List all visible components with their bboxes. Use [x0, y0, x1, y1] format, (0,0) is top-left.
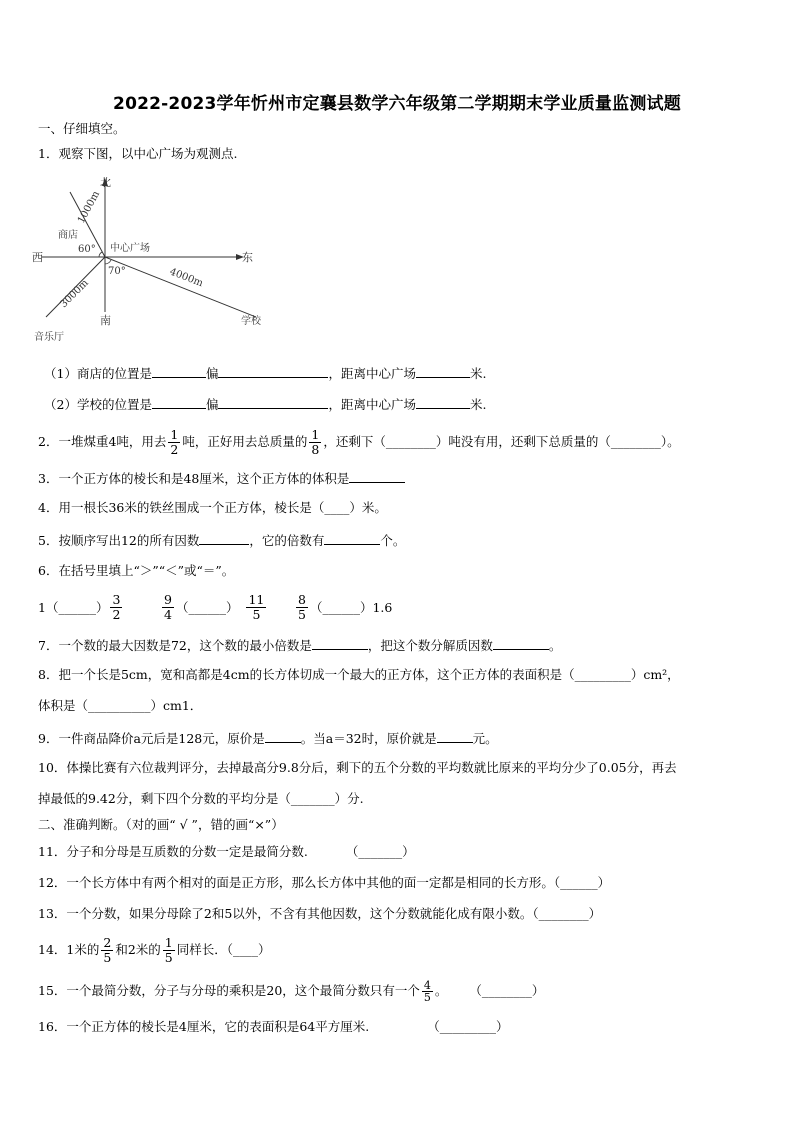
south-label: 南 — [100, 314, 111, 327]
fraction: $\frac{2}{5}$ — [103, 934, 112, 965]
answer-blank[interactable] — [493, 636, 549, 650]
question-7: 7．一个数的最大因数是72，这个数的最小倍数是 ，把这个数分解质因数 。 — [38, 638, 562, 653]
fraction: $\frac{11}{5}$ — [248, 591, 265, 622]
fraction: $\frac{1}{5}$ — [164, 934, 173, 965]
question-3: 3．一个正方体的棱长和是48厘米，这个正方体的体积是 — [38, 469, 405, 487]
question-1-part-2: （2）学校的位置是 偏 ，距离中心广场 米. — [44, 397, 487, 412]
north-label: 北 — [100, 176, 111, 189]
answer-blank[interactable] — [416, 395, 470, 409]
question-4: 4．用一根长36米的铁丝围成一个正方体，棱长是（____）米。 — [38, 500, 387, 515]
concert-distance-label: 3000m — [58, 277, 91, 311]
school-distance-label: 4000m — [167, 266, 205, 290]
answer-blank[interactable] — [218, 364, 328, 378]
question-14: 14．1米的 $\frac{2}{5}$ 和2米的 $\frac{1}{5}$ 同样长．（____） — [38, 934, 271, 965]
question-8-line-2: 体积是（__________）cm1． — [38, 698, 203, 713]
shop-angle-arc — [99, 252, 102, 257]
school-line — [105, 257, 256, 317]
question-6-comparisons — [38, 585, 458, 629]
fraction: $\frac{8}{5}$ — [298, 591, 306, 622]
question-8-line-1: 8．把一个长是5cm，宽和高都是4cm的长方体切成一个最大的正方体，这个正方体的表面积是（_________）cm²， — [38, 667, 680, 682]
question-15: 15．一个最简分数，分子与分母的乘积是20，这个最简分数只有一个 $\frac{4}{5}$ 。 （________） — [38, 978, 545, 1004]
school-angle-label: 70° — [108, 266, 126, 277]
center-label: 中心广场 — [110, 243, 150, 254]
section-heading-fill: 一、仔细填空。 — [38, 121, 126, 136]
question-2: 2．一堆煤重4吨，用去 $\frac{1}{2}$ 吨，正好用去总质量的 $\frac{1}{8}$ ，还剩下（________）吨没有用，还剩下总质量的（________）。 — [38, 426, 680, 457]
question-1-stem: 1．观察下图，以中心广场为观测点. — [38, 146, 238, 161]
answer-blank[interactable] — [199, 531, 249, 545]
concert-label: 音乐厅 — [34, 332, 64, 342]
answer-blank[interactable] — [312, 636, 368, 650]
fraction: $\frac{1}{2}$ — [170, 426, 179, 457]
shop-distance-label: 1000m — [75, 189, 103, 226]
question-16: 16．一个正方体的棱长是4厘米，它的表面积是64平方厘米. （_________） — [38, 1019, 509, 1034]
question-5: 5．按顺序写出12的所有因数 ，它的倍数有 个。 — [38, 533, 406, 548]
answer-blank[interactable] — [349, 469, 405, 483]
fraction: $\frac{4}{5}$ — [423, 978, 431, 1004]
east-label: 东 — [242, 251, 253, 264]
question-9: 9．一件商品降价a元后是128元，原价是 。当a＝32时，原价就是 元。 — [38, 731, 498, 746]
question-10-line-1: 10．体操比赛有六位裁判评分，去掉最高分9.8分后，剩下的五个分数的平均数就比原来的平均分少了0.05分，再去 — [38, 760, 677, 775]
question-12: 12．一个长方体中有两个相对的面是正方形，那么长方体中其他的面一定都是相同的长方形。（______） — [38, 875, 611, 890]
fraction: $\frac{1}{8}$ — [311, 426, 320, 457]
comparison-2: $\frac{9}{4}$ （______） $\frac{11}{5}$ — [164, 591, 265, 622]
answer-blank[interactable] — [324, 531, 380, 545]
comparison-1: 1（______） $\frac{3}{2}$ — [38, 591, 121, 622]
question-6-stem: 6．在括号里填上“＞”“＜”或“＝”。 — [38, 563, 235, 578]
question-10-line-2: 掉最低的9.42分，剩下四个分数的平均分是（_______）分. — [38, 791, 364, 806]
shop-label: 商店 — [58, 230, 78, 241]
fraction: $\frac{9}{4}$ — [164, 591, 172, 622]
answer-blank[interactable] — [152, 364, 206, 378]
answer-blank[interactable] — [416, 364, 470, 378]
question-1-part-1: （1）商店的位置是 偏 ，距离中心广场 米. — [44, 366, 487, 381]
page-title: 2022-2023学年忻州市定襄县数学六年级第二学期期末学业质量监测试题 — [113, 94, 681, 114]
question-11: 11．分子和分母是互质数的分数一定是最简分数. （_______） — [38, 844, 415, 859]
comparison-3: $\frac{8}{5}$ （______）1.6 — [298, 591, 393, 622]
answer-blank[interactable] — [218, 395, 328, 409]
direction-diagram — [28, 172, 278, 342]
answer-blank[interactable] — [437, 729, 473, 743]
school-angle-arc — [105, 260, 111, 264]
fraction: $\frac{3}{2}$ — [112, 591, 121, 622]
answer-blank[interactable] — [265, 729, 301, 743]
answer-blank[interactable] — [152, 395, 206, 409]
section-heading-judge: 二、准确判断。（对的画“ √ ”，错的画“×”） — [38, 817, 284, 832]
school-label: 学校 — [241, 316, 261, 327]
west-label: 西 — [32, 251, 43, 264]
question-13: 13．一个分数，如果分母除了2和5以外，不含有其他因数，这个分数就能化成有限小数。（________） — [38, 906, 602, 921]
shop-angle-label: 60° — [78, 244, 96, 255]
